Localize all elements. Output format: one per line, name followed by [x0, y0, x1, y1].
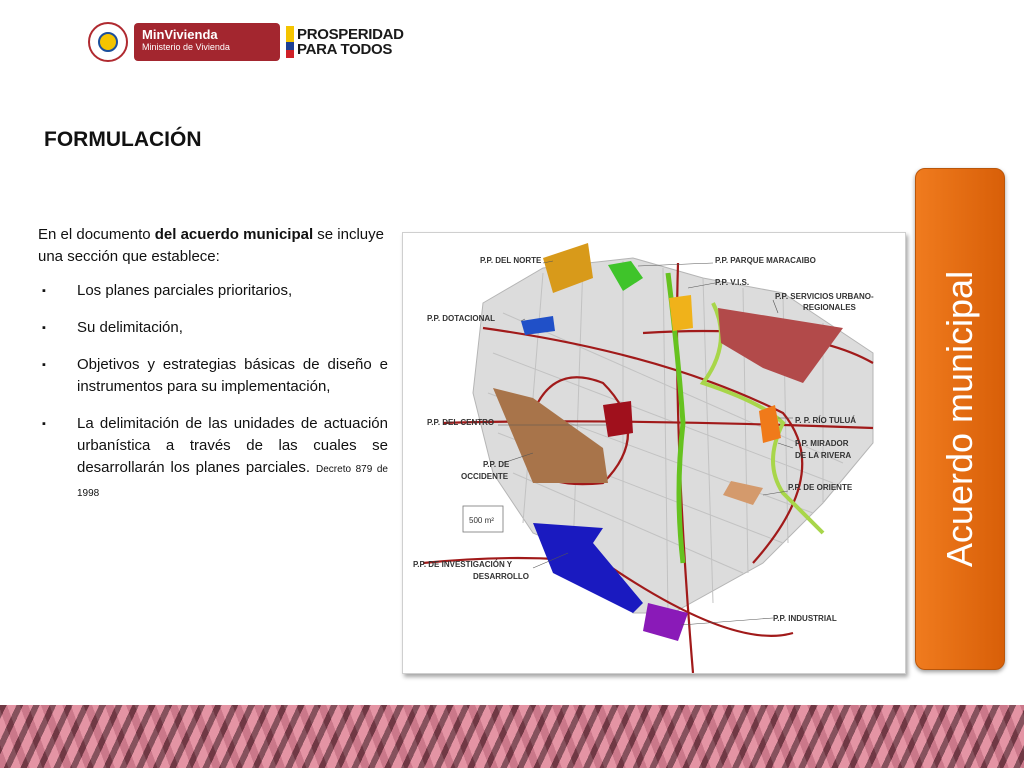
- ministry-name: Ministerio de Vivienda: [142, 42, 230, 52]
- map-label: P.P. V.I.S.: [715, 278, 750, 287]
- intro-suffix: se incluye una sección que establece:: [38, 226, 384, 265]
- map-label: REGIONALES: [803, 303, 856, 312]
- map-drawing: [403, 233, 905, 673]
- map-label: P.P. DE ORIENTE: [788, 483, 853, 492]
- map-label: P.P. MIRADOR: [795, 439, 849, 448]
- slide-title: FORMULACIÓN: [44, 128, 202, 151]
- map-label: DE LA RIVERA: [795, 451, 852, 460]
- bullet-text: Su delimitación,: [77, 319, 183, 336]
- zone-del-centro: [603, 401, 633, 437]
- map-label: P.P. INDUSTRIAL: [773, 614, 837, 623]
- scale-label: 500 m²: [469, 516, 494, 525]
- bullet-icon: ▪: [42, 285, 46, 297]
- map-label: P.P. DE INVESTIGACIÓN Y: [413, 560, 513, 569]
- map-label: P.P. DOTACIONAL: [427, 314, 496, 323]
- colombia-seal-icon: [88, 22, 128, 62]
- list-item: [38, 354, 388, 398]
- bullet-icon: ▪: [42, 418, 46, 430]
- list-item: [38, 413, 388, 505]
- slogan-logo: [297, 27, 404, 57]
- minvivienda-logo: [134, 23, 280, 61]
- zone-vis: [669, 295, 693, 331]
- bullet-text: Objetivos y estrategias básicas de diseño e instrumentos para su implementación,: [77, 356, 388, 395]
- map-label: P.P. DEL CENTRO: [427, 418, 495, 427]
- intro-prefix: En el documento: [38, 226, 155, 243]
- map-label: P.P. SERVICIOS URBANO-: [775, 292, 874, 301]
- brand-name: MinVivienda: [142, 27, 218, 42]
- side-tab-label: Acuerdo municipal: [939, 270, 980, 568]
- intro-paragraph: [38, 224, 388, 268]
- slogan-line-2: PARA TODOS: [297, 41, 393, 58]
- city-map: [402, 232, 906, 674]
- citation-note: Decreto 879 de 1998: [77, 464, 388, 499]
- bullet-icon: ▪: [42, 322, 46, 334]
- side-tab: [915, 168, 1005, 670]
- map-label: OCCIDENTE: [461, 472, 509, 481]
- flag-stripe-icon: [286, 26, 294, 58]
- map-label: DESARROLLO: [473, 572, 529, 581]
- map-label: P. P. RÍO TULUÁ: [795, 416, 857, 425]
- bullet-text: La delimitación de las unidades de actuación urbanística a través de las cuales se desarrollarán los planes parciales.: [77, 415, 388, 476]
- bullet-list: [38, 280, 388, 505]
- list-item: [38, 280, 388, 302]
- map-label: P.P. DE: [483, 460, 510, 469]
- intro-bold: del acuerdo municipal: [154, 226, 314, 243]
- bullet-text: Los planes parciales prioritarios,: [77, 282, 293, 299]
- map-label: P.P. DEL NORTE: [480, 256, 542, 265]
- list-item: [38, 317, 388, 339]
- slogan-line-1: PROSPERIDAD: [297, 26, 404, 43]
- header-logos: [88, 20, 404, 64]
- bullet-icon: ▪: [42, 359, 46, 371]
- map-label: P.P. PARQUE MARACAIBO: [715, 256, 816, 265]
- crowd-photo-strip: [0, 705, 1024, 768]
- body-text: [38, 224, 388, 520]
